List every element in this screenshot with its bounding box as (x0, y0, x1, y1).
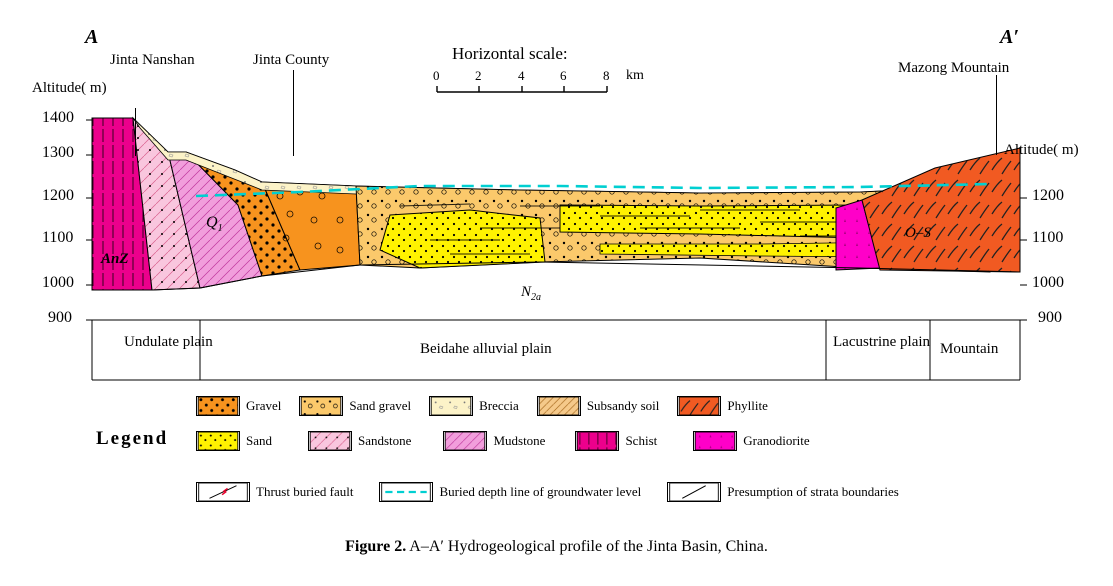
left-tick-1400: 1400 (42, 109, 74, 126)
legend-item-sandstone (308, 431, 411, 451)
end-label-a-prime: A′ (1000, 26, 1019, 48)
left-tick-1200: 1200 (42, 187, 74, 204)
legend-item-subsandy-soil (537, 396, 660, 416)
right-axis-title: Altitude( m) (1004, 142, 1079, 158)
legend-label-thrust-fault: Thrust buried fault (256, 484, 354, 499)
legend-item-thrust-fault (196, 482, 353, 502)
legend-label-sand: Sand (246, 433, 272, 448)
right-tick-1100: 1100 (1032, 229, 1064, 246)
scale-title: Horizontal scale: (452, 44, 568, 63)
unit-phyllite-os (862, 148, 1020, 272)
unit-label-anz: AnZ (101, 251, 129, 267)
scale-bar (437, 86, 607, 92)
legend-item-schist (575, 431, 657, 451)
phyllite-swatch-icon (677, 396, 721, 416)
legend-item-gravel (196, 396, 281, 416)
left-axis-title: Altitude( m) (32, 80, 107, 96)
site-label-jinta-county: Jinta County (253, 52, 330, 68)
mudstone-swatch-icon (443, 431, 487, 451)
legend-label-sandstone: Sandstone (358, 433, 412, 448)
sandstone-swatch-icon (308, 431, 352, 451)
legend-row-3 (196, 482, 917, 502)
legend-item-breccia (429, 396, 519, 416)
legend-item-mudstone (443, 431, 545, 451)
groundwater-line-legend-icon (379, 482, 433, 502)
breccia-swatch-icon (429, 396, 473, 416)
plain-unit-mountain: Mountain (940, 341, 999, 357)
sand-gravel-swatch-icon (299, 396, 343, 416)
plain-unit-lacustrine: Lacustrine plain (833, 334, 931, 350)
schist-swatch-icon (575, 431, 619, 451)
legend-item-strata-boundary (667, 482, 899, 502)
scale-tick-8: 8 (603, 68, 610, 83)
end-label-a: A (85, 26, 99, 48)
unit-label-q1-sub: 1 (217, 223, 223, 235)
legend-label-strata-boundary: Presumption of strata boundaries (727, 484, 899, 499)
legend-label-granodiorite: Granodiorite (743, 433, 810, 448)
legend-item-sand (196, 431, 272, 451)
legend-label-groundwater-line: Buried depth line of groundwater level (439, 484, 642, 499)
unit-label-q1-text: Q (206, 214, 218, 231)
unit-label-n2a (521, 284, 541, 303)
thrust-fault-icon (196, 482, 250, 502)
granodiorite-swatch-icon (693, 431, 737, 451)
strata-boundary-icon (667, 482, 721, 502)
scale-tick-4: 4 (518, 68, 525, 83)
right-tick-900: 900 (1038, 309, 1062, 326)
sand-swatch-icon (196, 431, 240, 451)
unit-label-q1 (206, 214, 223, 234)
gravel-swatch-icon (196, 396, 240, 416)
legend-label-gravel: Gravel (246, 398, 282, 413)
legend-item-groundwater-line (379, 482, 641, 502)
legend-label-mudstone: Mudstone (493, 433, 546, 448)
scale-tick-2: 2 (475, 68, 482, 83)
legend-item-granodiorite (693, 431, 809, 451)
left-tick-1300: 1300 (42, 144, 74, 161)
plain-unit-beidahe: Beidahe alluvial plain (420, 341, 552, 357)
caption-rest: A–A′ Hydrogeological profile of the Jinta Basin, China. (406, 538, 768, 555)
figure-caption (0, 538, 1113, 556)
legend-item-sand-gravel (299, 396, 411, 416)
unit-label-os: O–S (905, 225, 931, 241)
legend-item-phyllite (677, 396, 767, 416)
scale-tick-0: 0 (433, 68, 440, 83)
site-marker-mazong-mountain (996, 75, 997, 155)
right-tick-1000: 1000 (1032, 274, 1064, 291)
scale-unit: km (626, 68, 644, 83)
legend-label-breccia: Breccia (479, 398, 519, 413)
left-tick-900: 900 (48, 309, 72, 326)
site-label-mazong-mountain: Mazong Mountain (898, 60, 1010, 76)
legend-label-subsandy-soil: Subsandy soil (586, 398, 660, 413)
unit-label-n2a-text: N (521, 284, 532, 300)
site-label-jinta-nanshan: Jinta Nanshan (110, 52, 195, 68)
unit-label-n2a-sub: 2a (531, 292, 542, 303)
legend-label-phyllite: Phyllite (727, 398, 768, 413)
legend-title: Legend (96, 428, 169, 449)
left-tick-1100: 1100 (42, 229, 74, 246)
plain-unit-undulate: Undulate plain (124, 334, 213, 350)
scale-tick-6: 6 (560, 68, 567, 83)
legend-label-schist: Schist (625, 433, 658, 448)
left-tick-1000: 1000 (42, 274, 74, 291)
legend-row-1 (196, 396, 786, 416)
legend-row-2 (196, 431, 828, 451)
site-marker-jinta-nanshan (135, 108, 136, 156)
subsandy-soil-swatch-icon (537, 396, 581, 416)
caption-bold: Figure 2. (345, 538, 407, 555)
right-tick-1200: 1200 (1032, 187, 1064, 204)
site-marker-jinta-county (293, 70, 294, 156)
legend-label-sand-gravel: Sand gravel (349, 398, 412, 413)
